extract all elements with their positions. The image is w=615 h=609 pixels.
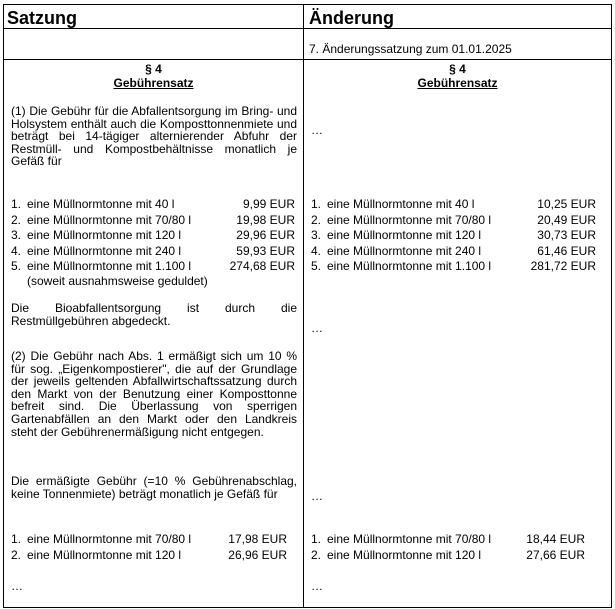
fee-row-label: eine Müllnormtonne mit 70/80 l: [27, 532, 192, 546]
fee-row-label: eine Müllnormtonne mit 70/80 l: [27, 212, 192, 227]
left-paragraph-3: Die ermäßigte Gebühr (=10 % Gebührenabschlag, keine Tonnenmiete) beträgt monatlich je Gefäß für: [11, 474, 297, 501]
left-column-title: Satzung: [7, 8, 77, 28]
fee-row-number: 3.: [11, 228, 22, 242]
fee-row-label: eine Müllnormtonne mit 70/80 l: [327, 212, 492, 227]
fee-row-number: 2.: [311, 212, 322, 227]
fee-row: [11, 533, 287, 546]
fee-row-number: 1.: [11, 532, 22, 546]
fee-row-label: eine Müllnormtonne mit 240 l: [27, 243, 182, 258]
comparison-table: [3, 4, 612, 608]
fee-row: [11, 229, 295, 242]
fee-row-label: eine Müllnormtonne mit 120 l: [27, 228, 182, 242]
left-section-title: Gebührensatz: [113, 76, 194, 90]
right-ellipsis-3: …: [311, 489, 323, 503]
fee-row: [311, 245, 596, 258]
fee-row-number: 3.: [311, 228, 322, 242]
fee-row: [311, 229, 596, 242]
fee-row-amount: 274,68 EUR: [229, 259, 295, 273]
right-ellipsis-1: …: [311, 123, 323, 137]
right-section-number: § 4: [449, 62, 466, 76]
fee-row-amount: 30,73 EUR: [537, 228, 596, 242]
column-divider: [303, 5, 304, 607]
fee-row-amount: 29,96 EUR: [236, 228, 295, 242]
fee-row-label: eine Müllnormtonne mit 120 l: [327, 228, 482, 242]
note-divider: [4, 59, 611, 60]
fee-row-amount: 10,25 EUR: [537, 197, 596, 211]
fee-row: [311, 549, 585, 562]
fee-row-label: eine Müllnormtonne mit 1.100 l: [27, 259, 192, 273]
fee-row-amount: 26,96 EUR: [228, 547, 287, 562]
fee-row-label: eine Müllnormtonne mit 40 l: [327, 197, 475, 211]
left-paragraph-1: (1) Die Gebühr für die Abfallentsorgung im Bring- und Holsystem enthält auch die Komposttonnenmiete und beträgt bei 14-tägiger alternierender Abfuhr der Restmüll- und Kompostbehältnisse monatlich je Gefäß für: [11, 104, 297, 169]
fee-row-amount: 17,98 EUR: [228, 532, 287, 546]
fee-row: [11, 260, 295, 273]
right-end-ellipsis: …: [311, 579, 323, 593]
fee-row-number: 2.: [311, 547, 322, 562]
left-bio-text: Die Bioabfallentsorgung ist durch die Restmüllgebühren abgedeckt.: [11, 301, 297, 328]
amendment-note: 7. Änderungssatzung zum 01.01.2025: [309, 42, 512, 56]
fee-row-amount: 9,99 EUR: [242, 197, 295, 211]
fee-row-label: eine Müllnormtonne mit 70/80 l: [327, 532, 492, 546]
fee-row-amount: 59,93 EUR: [236, 243, 295, 258]
fee-row-number: 1.: [11, 197, 22, 211]
fee-row-number: 2.: [11, 212, 22, 227]
fee-row-label: eine Müllnormtonne mit 120 l: [27, 547, 182, 562]
left-section-number: § 4: [145, 62, 162, 76]
right-section-title: Gebührensatz: [417, 76, 498, 90]
fee-row-amount: 19,98 EUR: [236, 212, 295, 227]
fee-row: [11, 198, 295, 211]
left-end-ellipsis: …: [11, 579, 23, 593]
fee-row-number: 1.: [311, 532, 322, 546]
left-paragraph-2: (2) Die Gebühr nach Abs. 1 ermäßigt sich um 10 % für sog. „Eigenkompostierer", die auf der Grundlage der jeweils geltenden Abfallwirtschaftssatzung durch den Markt von der Benutzung einer Komposttonne befreit sind. Die Überlassung von sperrigen Gartenabfällen an den Markt oder den Landkreis steht der Gebührenermäßigung nicht entgegen.: [11, 349, 297, 439]
fee-row-amount: 61,46 EUR: [537, 243, 596, 258]
fee-row-amount: 20,49 EUR: [537, 212, 596, 227]
header-divider: [4, 28, 611, 29]
fee-row-number: 5.: [311, 259, 322, 273]
fee-row-number: 5.: [11, 259, 22, 273]
fee-row-amount: 18,44 EUR: [526, 532, 585, 546]
right-ellipsis-2: …: [311, 321, 323, 335]
fee-row-number: 1.: [311, 197, 322, 211]
fee-row: [11, 245, 295, 258]
fee-row-label: eine Müllnormtonne mit 120 l: [327, 547, 482, 562]
fee-row: [311, 214, 596, 227]
fee-row: [311, 533, 585, 546]
fee-row: [311, 260, 596, 273]
fee-row-number: 4.: [11, 243, 22, 258]
fee-row-number: 4.: [311, 243, 322, 258]
fee-row-label: eine Müllnormtonne mit 40 l: [27, 197, 175, 211]
fee-row: [11, 214, 295, 227]
fee-row-amount: 281,72 EUR: [530, 259, 596, 273]
fee-row-label: eine Müllnormtonne mit 240 l: [327, 243, 482, 258]
left-list-note: (soweit ausnahmsweise geduldet): [27, 274, 208, 288]
fee-row-amount: 27,66 EUR: [526, 547, 585, 562]
fee-row-number: 2.: [11, 547, 22, 562]
fee-row: [311, 198, 596, 211]
right-column-title: Änderung: [309, 8, 394, 28]
fee-row-label: eine Müllnormtonne mit 1.100 l: [327, 259, 492, 273]
fee-row: [11, 549, 287, 562]
